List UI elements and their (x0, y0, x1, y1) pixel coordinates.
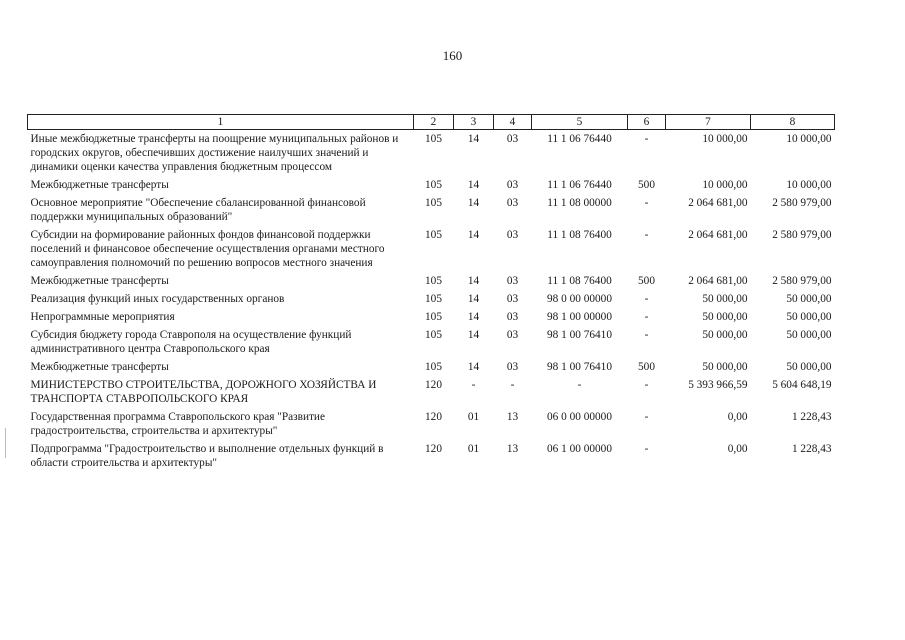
row-expense-type: 500 (638, 275, 655, 287)
row-section: 14 (467, 311, 480, 323)
row-expense-type: 500 (638, 179, 655, 191)
row-amount-7: 0,00 (727, 411, 748, 423)
table-row (28, 358, 835, 376)
row-ministry-code: 105 (425, 229, 442, 241)
row-amount-7: 50 000,00 (702, 329, 748, 341)
row-name: МИНИСТЕРСТВО СТРОИТЕЛЬСТВА, ДОРОЖНОГО ХОЗЯЙСТВА И ТРАНСПОРТА СТАВРОПОЛЬСКОГО КРАЯ (30, 379, 377, 405)
row-expense-type: - (644, 379, 649, 391)
row-name: Субсидия бюджету города Ставрополя на осуществление функций административного центра Ставропольского края (30, 329, 352, 355)
header-cell-6: 6 (628, 115, 666, 130)
header-cell-5: 5 (532, 115, 628, 130)
row-ministry-code: 105 (425, 179, 442, 191)
row-ministry-code: 105 (425, 275, 442, 287)
table-row (28, 376, 835, 408)
row-ministry-code: 105 (425, 311, 442, 323)
row-subsection: 13 (506, 443, 519, 455)
row-amount-8: 10 000,00 (786, 179, 832, 191)
row-target-article: 98 1 00 76410 (547, 361, 612, 373)
table-row (28, 308, 835, 326)
row-amount-7: 50 000,00 (702, 293, 748, 305)
row-amount-7: 5 393 966,59 (688, 379, 748, 391)
row-ministry-code: 105 (425, 329, 442, 341)
row-amount-8: 1 228,43 (791, 443, 832, 455)
row-section: 14 (467, 197, 480, 209)
row-amount-8: 2 580 979,00 (772, 229, 832, 241)
row-amount-8: 2 580 979,00 (772, 275, 832, 287)
row-expense-type: 500 (638, 361, 655, 373)
row-expense-type: - (644, 133, 649, 145)
row-name: Государственная программа Ставропольского края "Развитие градостроительства, строительства и архитектуры" (30, 411, 325, 437)
row-ministry-code: 120 (425, 411, 442, 423)
row-name: Иные межбюджетные трансферты на поощрение муниципальных районов и городских округов, обеспечивших достижение наилучших значений и динамики оценки качества управления бюджетным процессом (30, 133, 399, 173)
margin-mark (5, 428, 6, 458)
row-target-article: 11 1 08 76400 (547, 275, 612, 287)
row-target-article: 98 1 00 00000 (547, 311, 612, 323)
table-row (28, 290, 835, 308)
row-target-article: 11 1 08 00000 (547, 197, 612, 209)
row-amount-8: 5 604 648,19 (772, 379, 832, 391)
table-row (28, 272, 835, 290)
row-target-article: 11 1 08 76400 (547, 229, 612, 241)
header-cell-4: 4 (494, 115, 532, 130)
row-target-article: 98 1 00 76410 (547, 329, 612, 341)
row-subsection: 03 (506, 229, 519, 241)
header-cell-2: 2 (414, 115, 454, 130)
row-section: 14 (467, 329, 480, 341)
row-amount-7: 10 000,00 (702, 133, 748, 145)
row-section: 14 (467, 133, 480, 145)
row-ministry-code: 105 (425, 133, 442, 145)
page-number: 160 (442, 48, 463, 63)
row-name: Подпрограмма "Градостроительство и выполнение отдельных функций в области строительства и архитектуры" (30, 443, 384, 469)
row-name: Межбюджетные трансферты (30, 179, 169, 191)
row-section: 14 (467, 229, 480, 241)
row-name: Непрограммные мероприятия (30, 311, 175, 323)
row-target-article: 11 1 06 76440 (547, 179, 612, 191)
row-ministry-code: 105 (425, 197, 442, 209)
row-section: 01 (467, 411, 480, 423)
row-expense-type: - (644, 329, 649, 341)
row-expense-type: - (644, 197, 649, 209)
row-expense-type: - (644, 311, 649, 323)
row-name: Реализация функций иных государственных органов (30, 293, 285, 305)
row-name: Межбюджетные трансферты (30, 275, 169, 287)
table-row (28, 176, 835, 194)
header-cell-3: 3 (454, 115, 494, 130)
row-section: 14 (467, 179, 480, 191)
table-row (28, 130, 835, 177)
row-expense-type: - (644, 443, 649, 455)
table-header-row (28, 115, 835, 130)
row-amount-7: 2 064 681,00 (688, 197, 748, 209)
row-amount-8: 50 000,00 (786, 293, 832, 305)
row-expense-type: - (644, 293, 649, 305)
row-amount-7: 2 064 681,00 (688, 275, 748, 287)
row-section: 01 (467, 443, 480, 455)
row-section: 14 (467, 361, 480, 373)
row-section: - (471, 379, 476, 391)
row-amount-7: 2 064 681,00 (688, 229, 748, 241)
row-target-article: - (577, 379, 582, 391)
row-subsection: 03 (506, 275, 519, 287)
table-row (28, 408, 835, 440)
row-subsection: 03 (506, 197, 519, 209)
row-section: 14 (467, 293, 480, 305)
row-amount-8: 10 000,00 (786, 133, 832, 145)
table-row (28, 326, 835, 358)
row-expense-type: - (644, 229, 649, 241)
row-ministry-code: 120 (425, 379, 442, 391)
row-subsection: 03 (506, 179, 519, 191)
row-target-article: 11 1 06 76440 (547, 133, 612, 145)
row-subsection: 03 (506, 361, 519, 373)
row-subsection: 03 (506, 311, 519, 323)
row-name: Основное мероприятие "Обеспечение сбалансированной финансовой поддержки муниципальных образований" (30, 197, 366, 223)
row-subsection: - (510, 379, 515, 391)
budget-table (27, 114, 835, 472)
row-expense-type: - (644, 411, 649, 423)
row-target-article: 06 1 00 00000 (547, 443, 612, 455)
row-amount-7: 50 000,00 (702, 311, 748, 323)
row-amount-7: 0,00 (727, 443, 748, 455)
table-row (28, 194, 835, 226)
row-ministry-code: 120 (425, 443, 442, 455)
row-ministry-code: 105 (425, 361, 442, 373)
row-ministry-code: 105 (425, 293, 442, 305)
row-subsection: 13 (506, 411, 519, 423)
table-row (28, 440, 835, 472)
row-amount-7: 50 000,00 (702, 361, 748, 373)
row-name: Межбюджетные трансферты (30, 361, 169, 373)
row-amount-8: 50 000,00 (786, 361, 832, 373)
header-cell-1: 1 (28, 115, 414, 130)
row-amount-8: 1 228,43 (791, 411, 832, 423)
header-cell-7: 7 (666, 115, 751, 130)
row-amount-7: 10 000,00 (702, 179, 748, 191)
row-target-article: 98 0 00 00000 (547, 293, 612, 305)
row-amount-8: 50 000,00 (786, 311, 832, 323)
row-amount-8: 50 000,00 (786, 329, 832, 341)
row-subsection: 03 (506, 133, 519, 145)
row-subsection: 03 (506, 329, 519, 341)
row-section: 14 (467, 275, 480, 287)
table-row (28, 226, 835, 272)
row-amount-8: 2 580 979,00 (772, 197, 832, 209)
row-target-article: 06 0 00 00000 (547, 411, 612, 423)
row-subsection: 03 (506, 293, 519, 305)
header-cell-8: 8 (751, 115, 835, 130)
row-name: Субсидии на формирование районных фондов финансовой поддержки поселений и финансовое обеспечение осуществления органами местного самоуправления полномочий по решению вопросов местного значения (30, 229, 385, 269)
